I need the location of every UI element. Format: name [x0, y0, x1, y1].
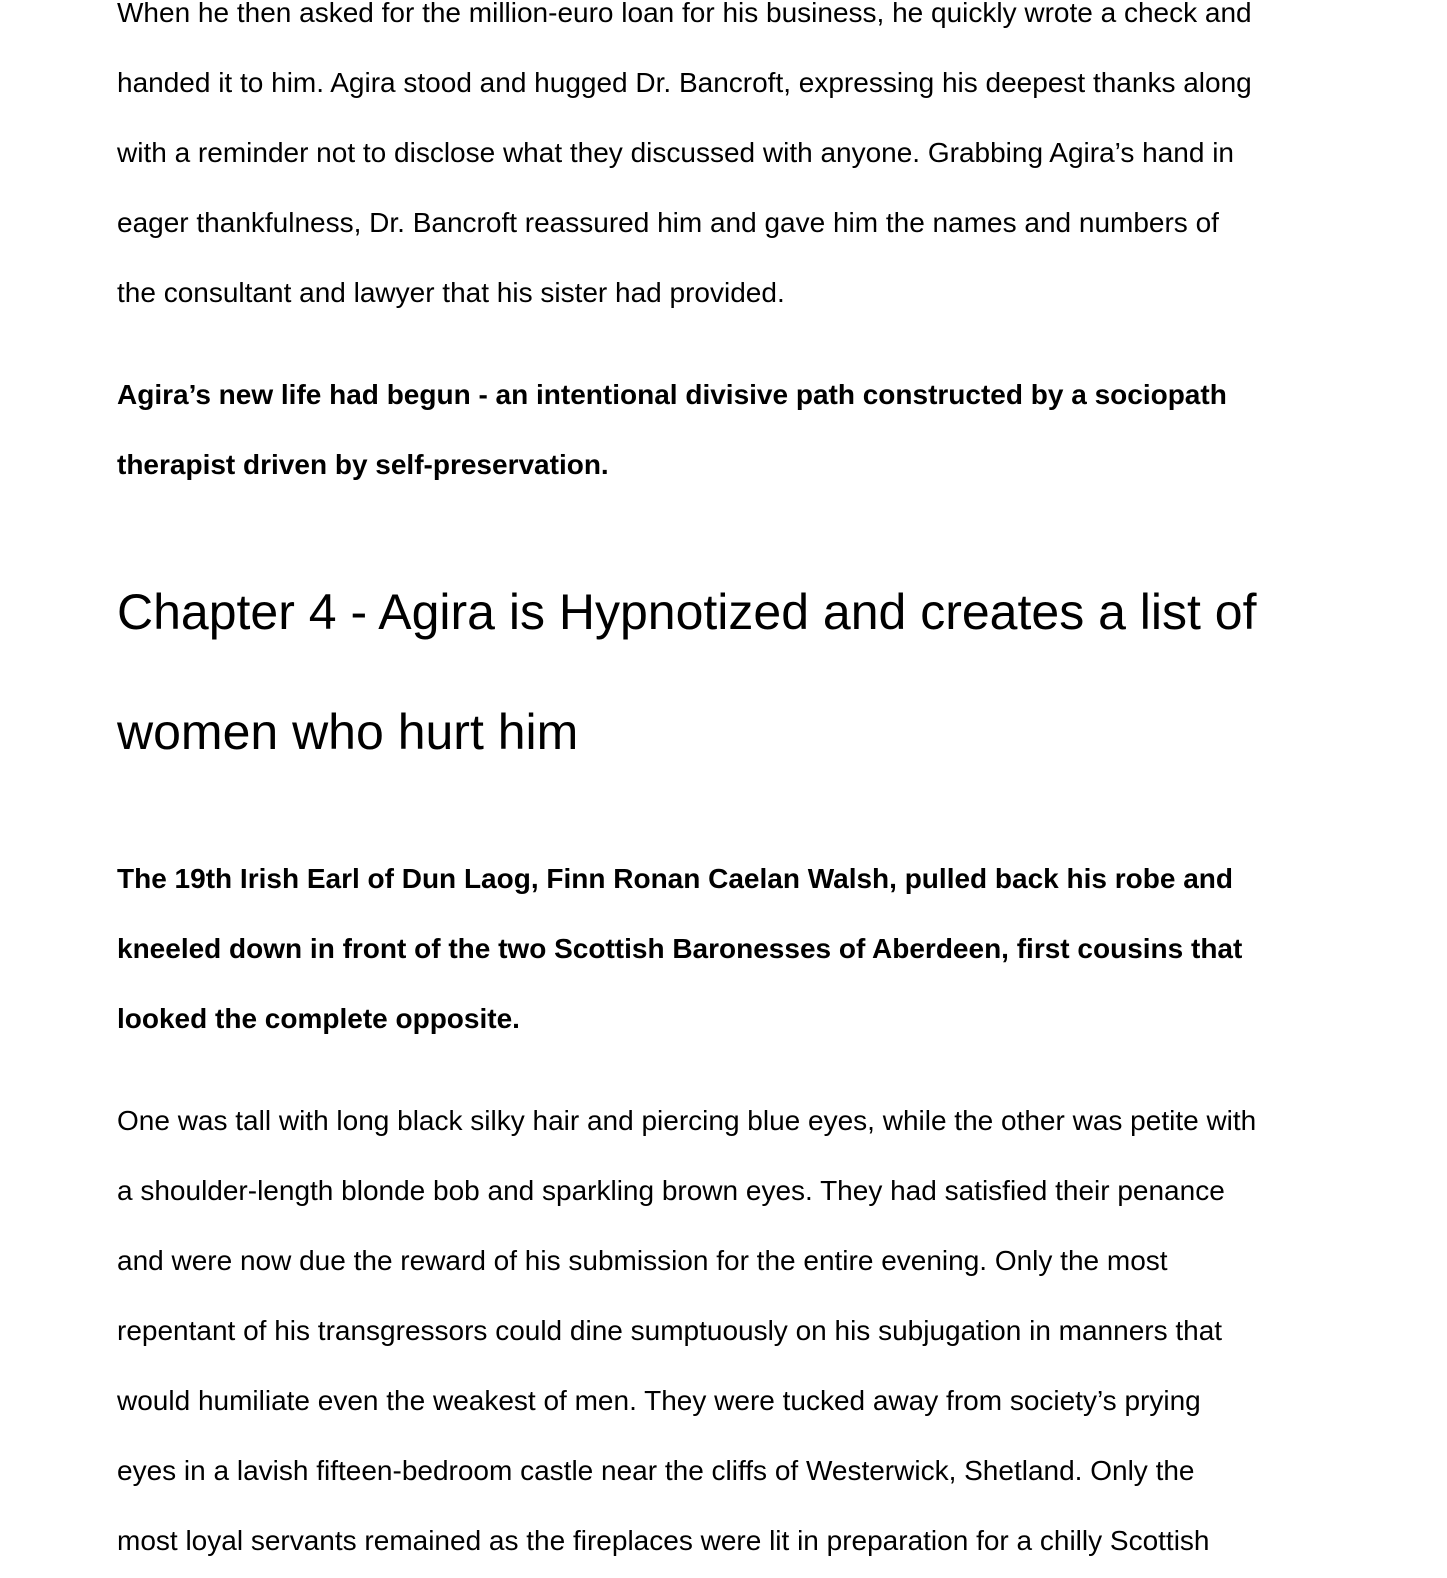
text-line: most loyal servants remained as the fireplaces were lit in preparation for a chilly Scottish — [117, 1525, 1210, 1556]
text-line: with a reminder not to disclose what they discussed with anyone. Grabbing Agira’s hand in — [117, 137, 1235, 168]
text-line: looked the complete opposite. — [117, 1003, 520, 1034]
text-line: would humiliate even the weakest of men. They were tucked away from society’s prying — [117, 1385, 1201, 1416]
text-line: The 19th Irish Earl of Dun Laog, Finn Ronan Caelan Walsh, pulled back his robe and — [117, 863, 1233, 894]
paragraph-baronesses — [117, 1086, 1367, 1576]
paragraph-earl — [117, 844, 1367, 1054]
paragraph-loan — [117, 0, 1367, 328]
heading-line: Chapter 4 - Agira is Hypnotized and creates a list of — [117, 584, 1257, 640]
text-line: eager thankfulness, Dr. Bancroft reassured him and gave him the names and numbers of — [117, 207, 1219, 238]
text-line: kneeled down in front of the two Scottish Baronesses of Aberdeen, first cousins that — [117, 933, 1243, 964]
text-line: When he then asked for the million-euro loan for his business, he quickly wrote a check and — [117, 0, 1252, 28]
text-line: handed it to him. Agira stood and hugged Dr. Bancroft, expressing his deepest thanks along — [117, 67, 1252, 98]
text-line: a shoulder-length blonde bob and sparkling brown eyes. They had satisfied their penance — [117, 1175, 1225, 1206]
text-line: and were now due the reward of his submission for the entire evening. Only the most — [117, 1245, 1168, 1276]
paragraph-new-life — [117, 360, 1367, 500]
heading-line: women who hurt him — [117, 704, 579, 760]
text-line: therapist driven by self-preservation. — [117, 449, 609, 480]
chapter-heading — [117, 552, 1367, 792]
text-line: the consultant and lawyer that his sister had provided. — [117, 277, 785, 308]
text-line: Agira’s new life had begun - an intentional divisive path constructed by a sociopath — [117, 379, 1227, 410]
text-line: repentant of his transgressors could dine sumptuously on his subjugation in manners that — [117, 1315, 1223, 1346]
text-line: eyes in a lavish fifteen-bedroom castle near the cliffs of Westerwick, Shetland. Only the — [117, 1455, 1195, 1486]
document-page — [117, 0, 1367, 1576]
text-line: One was tall with long black silky hair and piercing blue eyes, while the other was petite with — [117, 1105, 1257, 1136]
